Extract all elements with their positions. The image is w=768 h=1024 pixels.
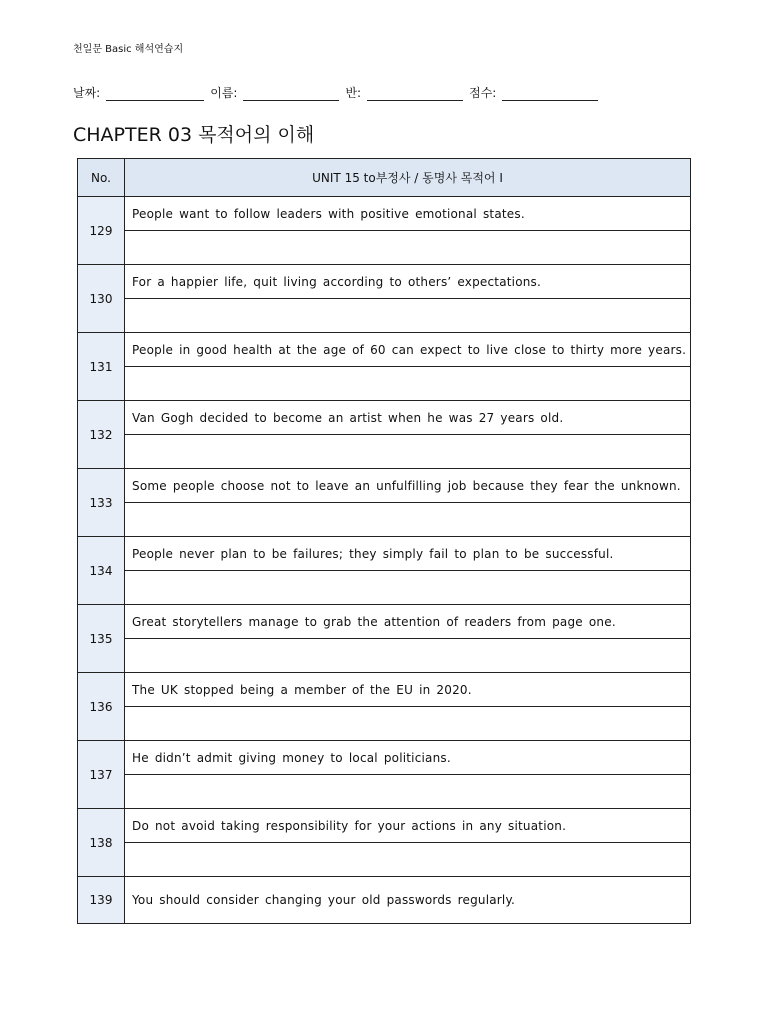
answer-row bbox=[78, 639, 691, 673]
answer-blank-cell[interactable] bbox=[125, 435, 691, 469]
col-no-header: No. bbox=[78, 159, 125, 197]
row-number: 139 bbox=[78, 877, 125, 924]
sentence-cell bbox=[125, 877, 691, 924]
table-row bbox=[78, 877, 691, 924]
row-number: 134 bbox=[78, 537, 125, 605]
sentence-text: For a happier life, quit living according to others’ expectations. bbox=[132, 274, 542, 289]
row-number: 132 bbox=[78, 401, 125, 469]
sentence-cell bbox=[125, 265, 691, 299]
worksheet-table bbox=[77, 158, 691, 924]
row-number: 130 bbox=[78, 265, 125, 333]
date-field bbox=[73, 84, 204, 101]
answer-blank-cell[interactable] bbox=[125, 639, 691, 673]
name-label: 이름: bbox=[210, 86, 238, 100]
answer-blank-cell[interactable] bbox=[125, 231, 691, 265]
answer-row bbox=[78, 843, 691, 877]
answer-blank-cell[interactable] bbox=[125, 775, 691, 809]
answer-row bbox=[78, 571, 691, 605]
table-row bbox=[78, 605, 691, 639]
answer-row bbox=[78, 435, 691, 469]
sentence-cell bbox=[125, 401, 691, 435]
class-blank[interactable] bbox=[367, 86, 463, 101]
answer-row bbox=[78, 775, 691, 809]
row-number: 135 bbox=[78, 605, 125, 673]
table-row bbox=[78, 333, 691, 367]
answer-blank-cell[interactable] bbox=[125, 367, 691, 401]
class-field bbox=[345, 84, 463, 101]
sentence-text: The UK stopped being a member of the EU in 2020. bbox=[132, 682, 472, 697]
table-body bbox=[78, 197, 691, 924]
row-number: 129 bbox=[78, 197, 125, 265]
table-row bbox=[78, 265, 691, 299]
sentence-cell bbox=[125, 333, 691, 367]
answer-blank-cell[interactable] bbox=[125, 843, 691, 877]
sentence-text: He didn’t admit giving money to local politicians. bbox=[132, 750, 451, 765]
chapter-title: CHAPTER 03 목적어의 이해 bbox=[73, 124, 315, 146]
score-field bbox=[469, 84, 598, 101]
row-number: 133 bbox=[78, 469, 125, 537]
answer-blank-cell[interactable] bbox=[125, 707, 691, 741]
sentence-text: People in good health at the age of 60 can expect to live close to thirty more years. bbox=[132, 342, 687, 357]
date-blank[interactable] bbox=[106, 86, 204, 101]
row-number: 131 bbox=[78, 333, 125, 401]
name-blank[interactable] bbox=[243, 86, 339, 101]
row-number: 138 bbox=[78, 809, 125, 877]
answer-row bbox=[78, 231, 691, 265]
answer-row bbox=[78, 707, 691, 741]
sentence-text: You should consider changing your old passwords regularly. bbox=[132, 893, 516, 907]
table-row bbox=[78, 537, 691, 571]
sentence-text: Some people choose not to leave an unfulfilling job because they fear the unknown. bbox=[132, 478, 681, 493]
table-row bbox=[78, 741, 691, 775]
row-number: 136 bbox=[78, 673, 125, 741]
sentence-cell bbox=[125, 673, 691, 707]
table-row bbox=[78, 401, 691, 435]
answer-blank-cell[interactable] bbox=[125, 571, 691, 605]
sentence-cell bbox=[125, 537, 691, 571]
row-number: 137 bbox=[78, 741, 125, 809]
answer-blank-cell[interactable] bbox=[125, 503, 691, 537]
score-blank[interactable] bbox=[502, 86, 598, 101]
sentence-text: People never plan to be failures; they simply fail to plan to be successful. bbox=[132, 546, 614, 561]
sentence-text: People want to follow leaders with positive emotional states. bbox=[132, 206, 525, 221]
table-row bbox=[78, 469, 691, 503]
sentence-cell bbox=[125, 605, 691, 639]
answer-row bbox=[78, 503, 691, 537]
sentence-text: Great storytellers manage to grab the attention of readers from page one. bbox=[132, 614, 616, 629]
table-row bbox=[78, 197, 691, 231]
table-header-row bbox=[78, 159, 691, 197]
name-field bbox=[210, 84, 339, 101]
answer-row bbox=[78, 299, 691, 333]
student-info-row bbox=[73, 84, 604, 101]
sentence-text: Do not avoid taking responsibility for your actions in any situation. bbox=[132, 818, 567, 833]
worksheet-header: 천일문 Basic 해석연습지 bbox=[73, 44, 184, 55]
score-label: 점수: bbox=[469, 86, 497, 100]
sentence-text: Van Gogh decided to become an artist when he was 27 years old. bbox=[132, 410, 564, 425]
sentence-cell bbox=[125, 809, 691, 843]
class-label: 반: bbox=[345, 86, 362, 100]
sentence-cell bbox=[125, 741, 691, 775]
col-unit-header: UNIT 15 to부정사 / 동명사 목적어 I bbox=[125, 159, 691, 197]
date-label: 날짜: bbox=[73, 86, 101, 100]
answer-row bbox=[78, 367, 691, 401]
answer-blank-cell[interactable] bbox=[125, 299, 691, 333]
sentence-cell bbox=[125, 469, 691, 503]
table-row bbox=[78, 673, 691, 707]
table-row bbox=[78, 809, 691, 843]
sentence-cell bbox=[125, 197, 691, 231]
